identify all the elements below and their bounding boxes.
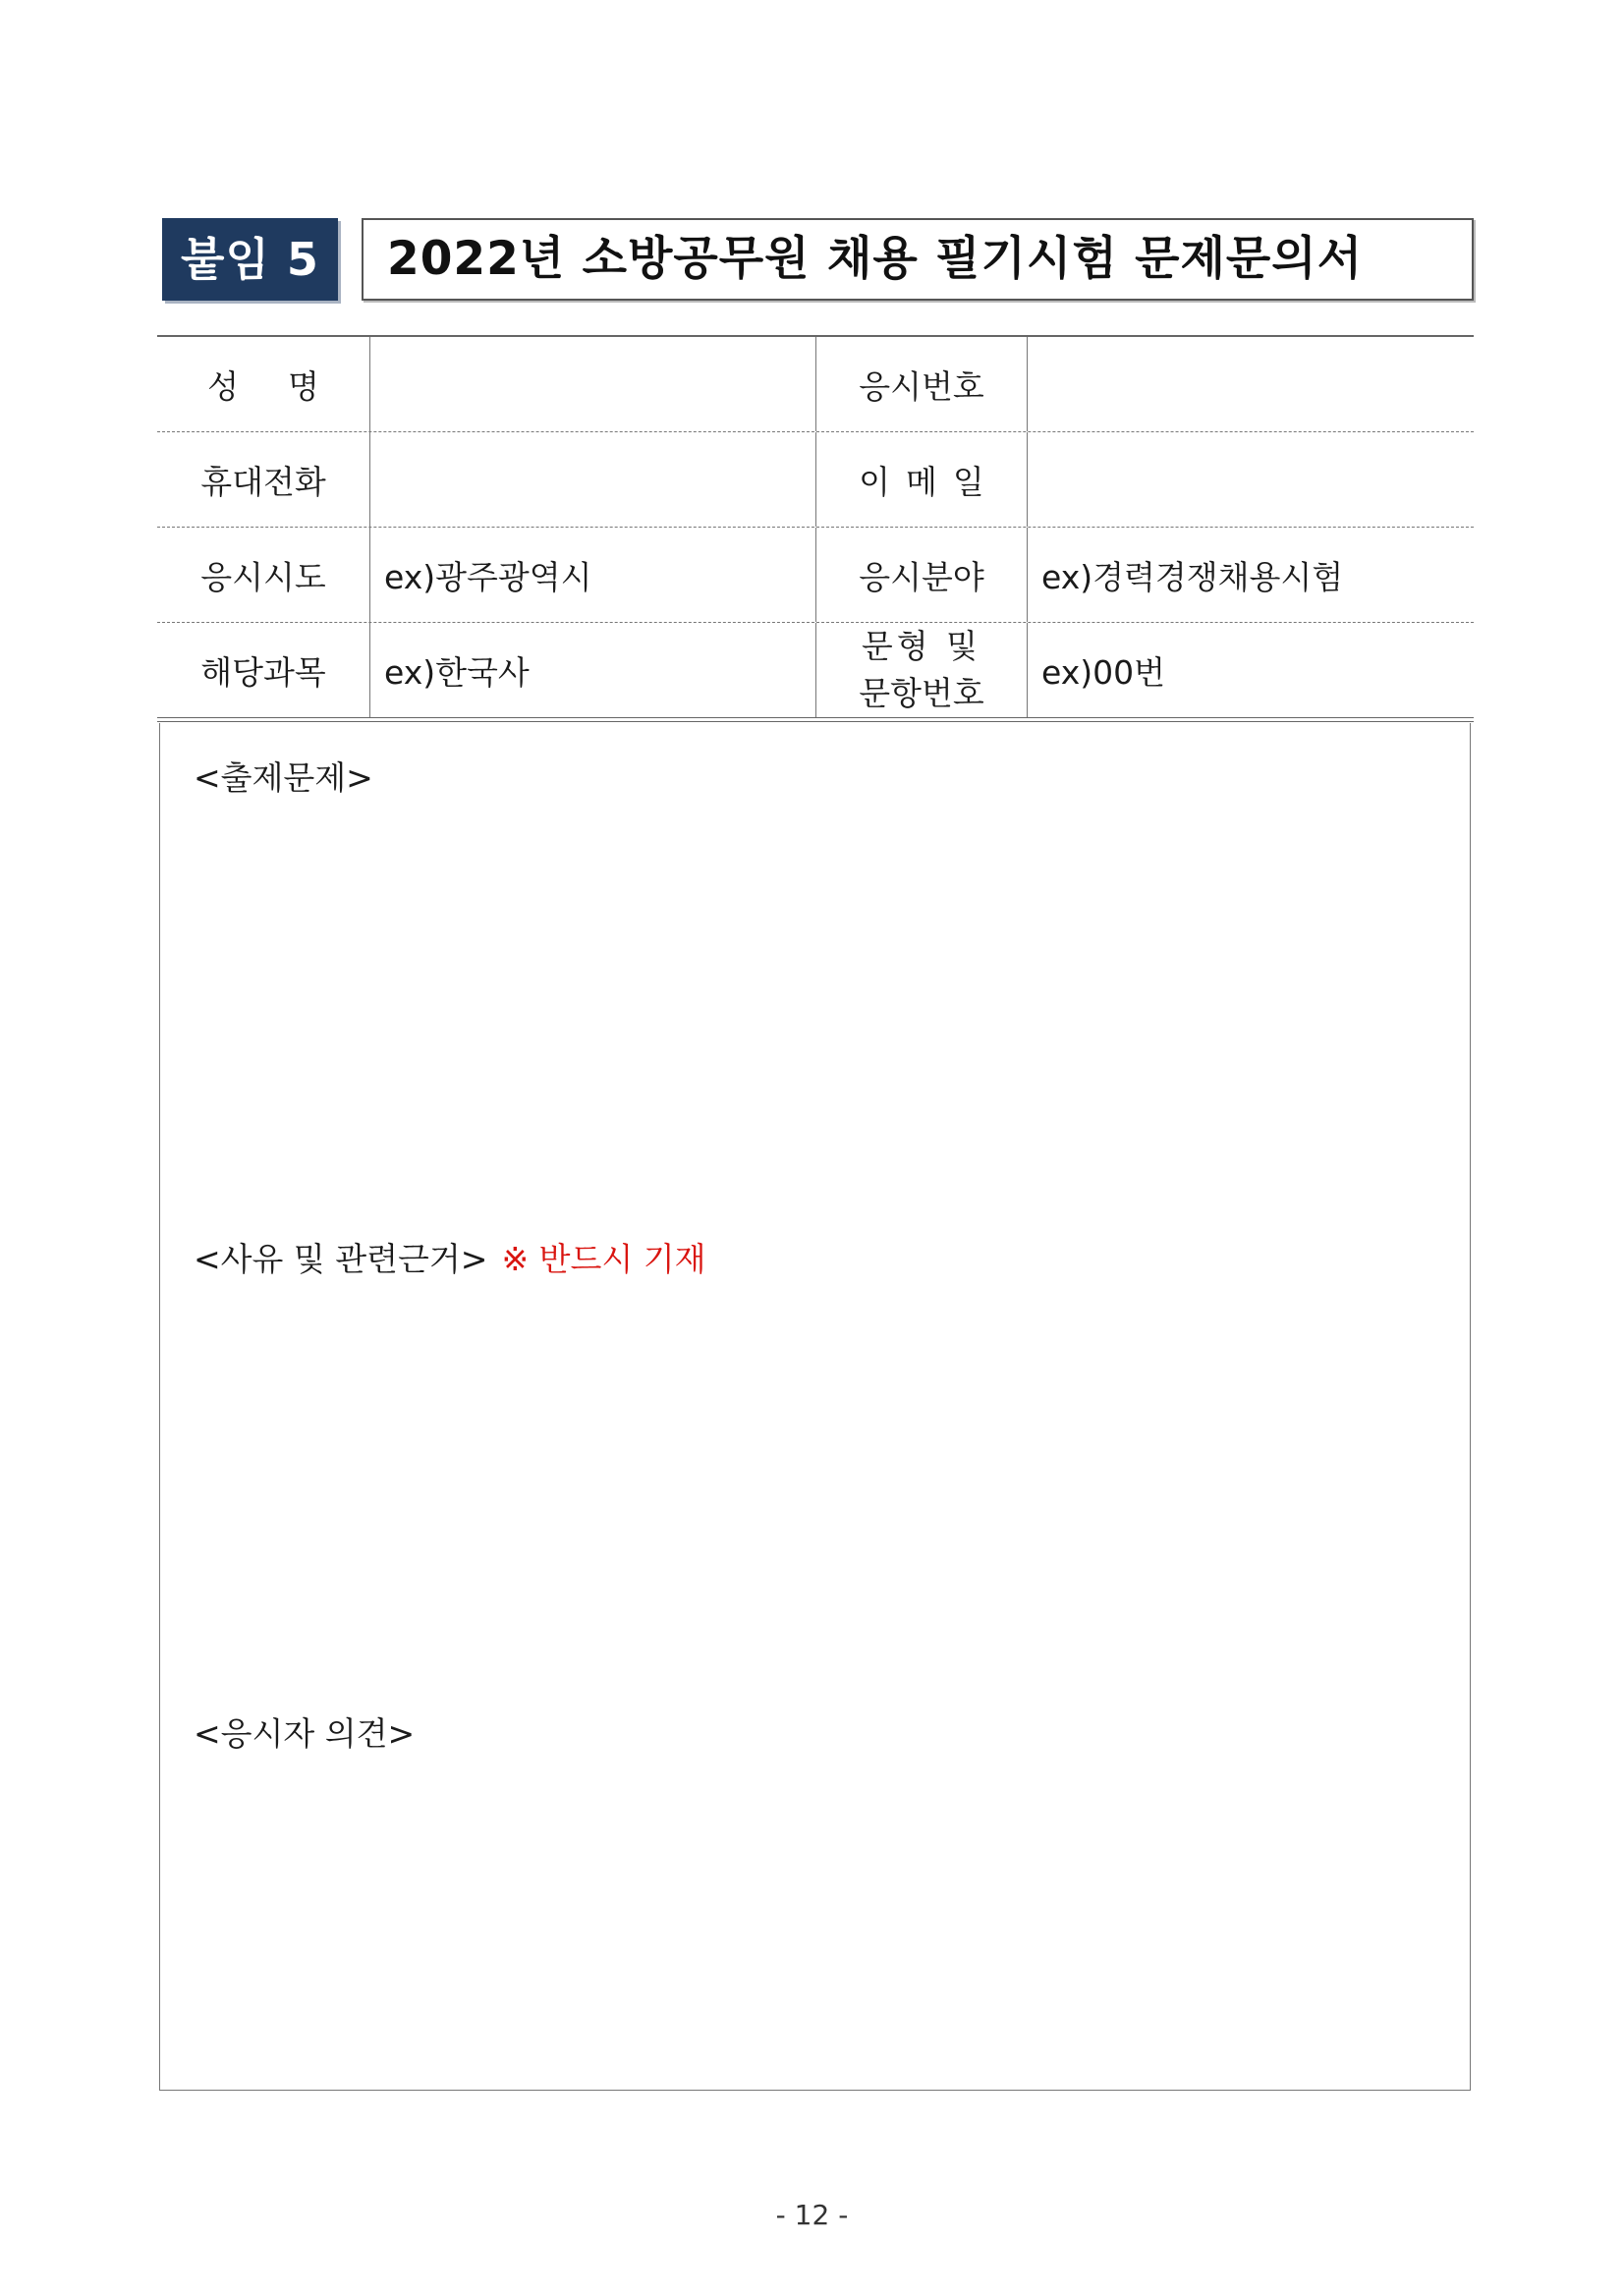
subject-field[interactable]: ex)한국사: [370, 623, 816, 717]
table-divider: [157, 717, 1474, 722]
region-field[interactable]: ex)광주광역시: [370, 528, 816, 622]
inquiry-body[interactable]: [159, 723, 1471, 2091]
email-label: 이메일: [859, 462, 1000, 501]
email-field[interactable]: [1028, 432, 1474, 527]
required-note: ※ 반드시 기재: [501, 1240, 706, 1278]
question-type-label-cell: [816, 623, 1028, 717]
email-label-cell: [816, 432, 1028, 527]
question-number-field[interactable]: ex)00번: [1041, 652, 1165, 692]
table-row: [157, 623, 1474, 717]
name-field[interactable]: [370, 337, 816, 431]
table-row: [157, 432, 1474, 528]
question-section-label: <출제문제>: [194, 758, 373, 797]
region-label: 응시시도: [157, 528, 370, 622]
exam-number-label: 응시번호: [816, 337, 1028, 431]
applicant-info-table: [157, 335, 1474, 717]
attachment-badge: 붙임 5: [162, 218, 338, 301]
title-box: [362, 218, 1474, 301]
opinion-section-label: <응시자 의견>: [194, 1714, 416, 1753]
reason-section-label: [194, 1234, 705, 1280]
page-title: 2022년 소방공무원 채용 필기시험 문제문의서: [387, 232, 1364, 286]
reason-label: <사유 및 관련근거>: [194, 1240, 488, 1278]
exam-number-field[interactable]: [1028, 337, 1474, 431]
phone-label: 휴대전화: [157, 432, 370, 527]
table-row: [157, 337, 1474, 432]
question-type-label: 문형 및: [861, 627, 982, 665]
field-field[interactable]: ex)경력경쟁채용시험: [1041, 557, 1344, 596]
table-row: [157, 528, 1474, 623]
question-number-label: 문항번호: [859, 674, 984, 712]
page-number: - 12 -: [775, 2199, 849, 2231]
name-label: 성명: [207, 366, 368, 406]
subject-label: 해당과목: [157, 623, 370, 717]
name-label-cell: [157, 337, 370, 431]
field-label: 응시분야: [816, 528, 1028, 622]
phone-field[interactable]: [370, 432, 816, 527]
